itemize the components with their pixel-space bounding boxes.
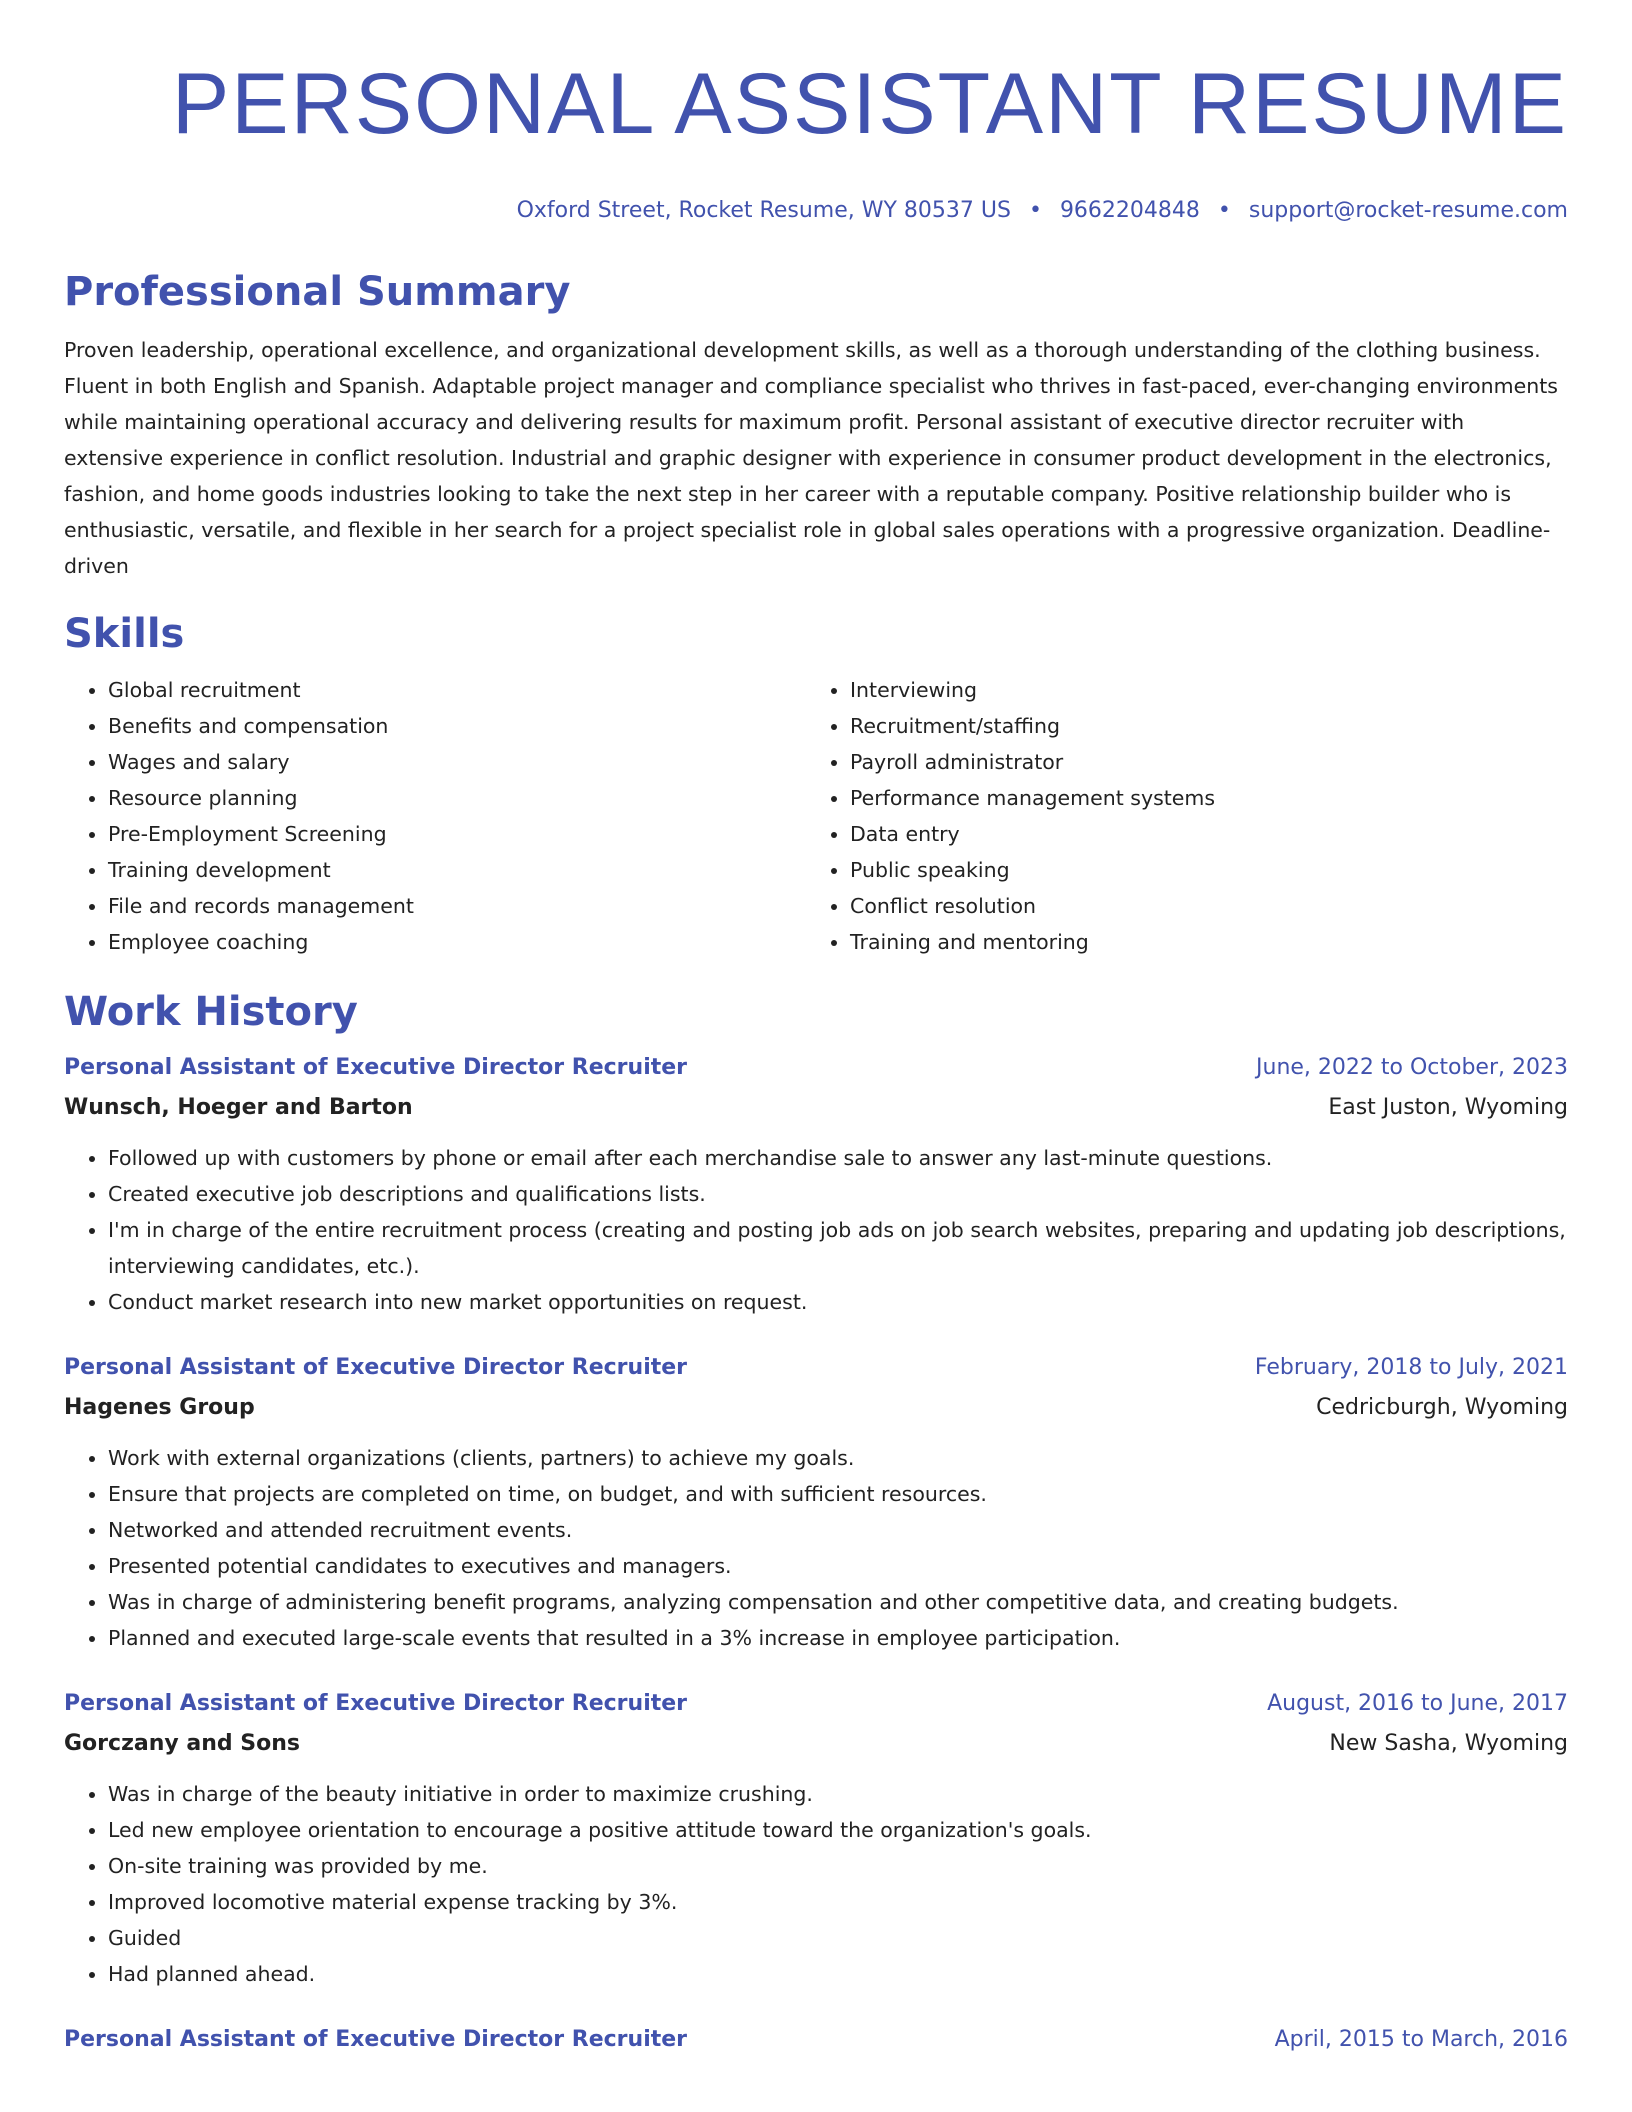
skill-item: • Resource planning bbox=[108, 780, 806, 816]
work-history-heading: Work History bbox=[64, 989, 358, 1035]
job-duty: • Networked and attended recruitment events. bbox=[108, 1512, 1568, 1548]
skill-item: • Public speaking bbox=[850, 852, 1548, 888]
job-duty: • Created executive job descriptions and qualifications lists. bbox=[108, 1176, 1568, 1212]
contact-separator: • bbox=[1028, 198, 1042, 223]
job-entry bbox=[64, 1350, 1568, 1656]
skills-heading: Skills bbox=[64, 611, 185, 657]
job-dates: April, 2015 to March, 2016 bbox=[1274, 2027, 1568, 2052]
skill-item: • Data entry bbox=[850, 816, 1548, 852]
job-location: East Juston, Wyoming bbox=[1328, 1095, 1568, 1120]
skill-item: • Wages and salary bbox=[108, 744, 806, 780]
job-duty: • Conduct market research into new market opportunities on request. bbox=[108, 1284, 1568, 1320]
skills-list bbox=[64, 672, 1568, 960]
job-duty: • Planned and executed large-scale events that resulted in a 3% increase in employee participation. bbox=[108, 1620, 1568, 1656]
contact-phone: 9662204848 bbox=[1059, 198, 1200, 223]
skill-item: • Employee coaching bbox=[108, 924, 806, 960]
job-title: Personal Assistant of Executive Director Recruiter bbox=[64, 2027, 688, 2052]
job-title: Personal Assistant of Executive Director Recruiter bbox=[64, 1691, 688, 1716]
skill-item: • File and records management bbox=[108, 888, 806, 924]
job-duty: • Had planned ahead. bbox=[108, 1956, 1568, 1992]
job-dates: August, 2016 to June, 2017 bbox=[1267, 1691, 1568, 1716]
job-duty: • Led new employee orientation to encourage a positive attitude toward the organization's goals. bbox=[108, 1812, 1568, 1848]
job-duty: • Presented potential candidates to executives and managers. bbox=[108, 1548, 1568, 1584]
job-duty: • Improved locomotive material expense tracking by 3%. bbox=[108, 1884, 1568, 1920]
job-duty: • Followed up with customers by phone or email after each merchandise sale to answer any last-minute questions. bbox=[108, 1140, 1568, 1176]
job-location: New Sasha, Wyoming bbox=[1329, 1731, 1568, 1756]
job-dates: February, 2018 to July, 2021 bbox=[1254, 1355, 1568, 1380]
job-duties bbox=[64, 1440, 1568, 1656]
skill-item: • Training development bbox=[108, 852, 806, 888]
job-duty: • Ensure that projects are completed on time, on budget, and with sufficient resources. bbox=[108, 1476, 1568, 1512]
job-duty: • Work with external organizations (clients, partners) to achieve my goals. bbox=[108, 1440, 1568, 1476]
skill-item: • Performance management systems bbox=[850, 780, 1548, 816]
job-company: Wunsch, Hoeger and Barton bbox=[64, 1095, 413, 1120]
job-duty: • Guided bbox=[108, 1920, 1568, 1956]
job-company: Hagenes Group bbox=[64, 1395, 255, 1420]
job-duty: • Was in charge of administering benefit programs, analyzing compensation and other competitive data, and creating budgets. bbox=[108, 1584, 1568, 1620]
skills-column-left bbox=[64, 672, 806, 960]
skill-item: • Pre-Employment Screening bbox=[108, 816, 806, 852]
summary-text: Proven leadership, operational excellence, and organizational development skills, as well as a thorough understanding of the clothing business. Fluent in both English and Spanish. Adaptable project manager and compliance specialist who thrives in fast-paced, ever-changing environments while maintaining operational accuracy and delivering results for maximum profit. Personal assistant of executive director recruiter with extensive experience in conflict resolution. Industrial and graphic designer with experience in consumer product development in the electronics, fashion, and home goods industries looking to take the next step in her career with a reputable company. Positive relationship builder who is enthusiastic, versatile, and flexible in her search for a project specialist role in global sales operations with a progressive organization. Deadline-driven bbox=[64, 338, 1558, 578]
job-company: Gorczany and Sons bbox=[64, 1731, 301, 1756]
summary-heading: Professional Summary bbox=[64, 269, 571, 315]
job-entry bbox=[64, 1050, 1568, 1320]
job-entry bbox=[64, 2022, 1568, 2058]
job-duties bbox=[64, 1140, 1568, 1320]
skill-item: • Recruitment/staffing bbox=[850, 708, 1548, 744]
job-duty: • Was in charge of the beauty initiative in order to maximize crushing. bbox=[108, 1776, 1568, 1812]
skill-item: • Training and mentoring bbox=[850, 924, 1548, 960]
job-title: Personal Assistant of Executive Director Recruiter bbox=[64, 1355, 688, 1380]
contact-email: support@rocket-resume.com bbox=[1248, 198, 1568, 223]
job-dates: June, 2022 to October, 2023 bbox=[1256, 1055, 1568, 1080]
job-location: Cedricburgh, Wyoming bbox=[1316, 1395, 1568, 1420]
job-duties bbox=[64, 1776, 1568, 1992]
skill-item: • Conflict resolution bbox=[850, 888, 1548, 924]
contact-separator: • bbox=[1217, 198, 1231, 223]
contact-line bbox=[64, 196, 1568, 226]
job-title: Personal Assistant of Executive Director Recruiter bbox=[64, 1055, 688, 1080]
skill-item: • Payroll administrator bbox=[850, 744, 1548, 780]
skill-item: • Interviewing bbox=[850, 672, 1548, 708]
resume-title: PERSONAL ASSISTANT RESUME bbox=[171, 56, 1568, 152]
job-duty: • On-site training was provided by me. bbox=[108, 1848, 1568, 1884]
job-entry bbox=[64, 1686, 1568, 1992]
skill-item: • Benefits and compensation bbox=[108, 708, 806, 744]
skills-column-right bbox=[806, 672, 1548, 960]
contact-address: Oxford Street, Rocket Resume, WY 80537 US bbox=[516, 198, 1011, 223]
job-duty: • I'm in charge of the entire recruitment process (creating and posting job ads on job search websites, preparing and updating job descriptions, interviewing candidates, etc.). bbox=[108, 1212, 1568, 1284]
skill-item: • Global recruitment bbox=[108, 672, 806, 708]
